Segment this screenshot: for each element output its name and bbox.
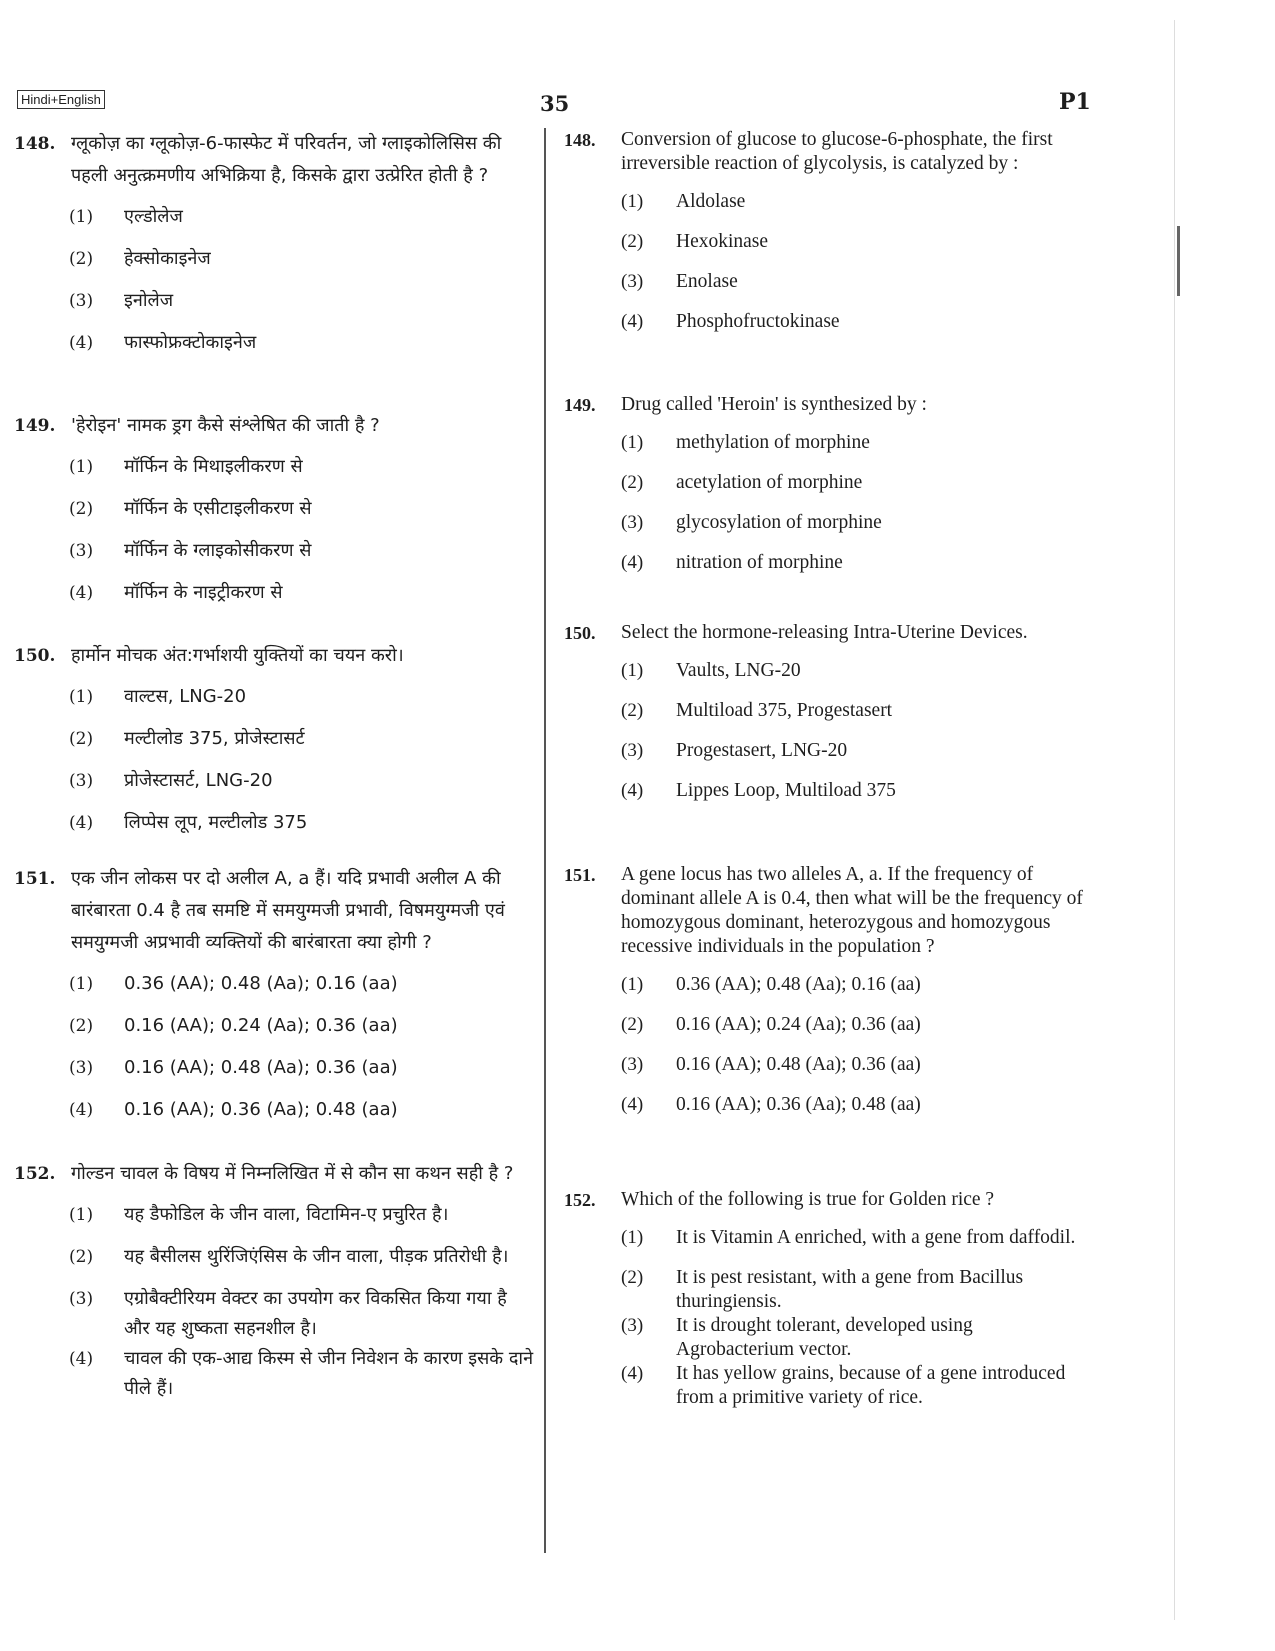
question-head: [14, 1158, 536, 1190]
option-list: [564, 1226, 1084, 1410]
option-label: (3): [621, 271, 644, 292]
option-item: [564, 511, 1084, 551]
option-label: (4): [621, 552, 644, 573]
option-text: It is drought tolerant, developed using Agrobacterium vector.: [676, 1315, 973, 1360]
option-label: (4): [621, 1094, 644, 1115]
option-item: [14, 578, 536, 620]
option-text: मल्टीलोड 375, प्रोजेस्टासर्ट: [124, 728, 305, 749]
option-item: [14, 1344, 536, 1404]
option-item: [564, 551, 1084, 591]
option-text: यह डैफोडिल के जीन वाला, विटामिन-ए प्रचुरित है।: [124, 1204, 449, 1225]
option-label: (3): [69, 291, 94, 311]
question-152: [14, 1158, 536, 1404]
question-stem: हार्मोन मोचक अंत:गर्भाशयी युक्तियों का चयन करो।: [71, 645, 404, 666]
option-label: (1): [69, 457, 94, 477]
column-divider: [544, 128, 546, 1553]
question-148: [564, 128, 1084, 350]
option-item: [14, 724, 536, 766]
option-text: Progestasert, LNG-20: [676, 740, 848, 761]
scan-mark: [1177, 226, 1180, 296]
page-number: 35: [540, 91, 570, 116]
option-label: (3): [621, 1054, 644, 1075]
question-head: [564, 621, 1084, 645]
option-text: हेक्सोकाइनेज: [124, 248, 211, 269]
option-label: (4): [621, 311, 644, 332]
option-label: (2): [69, 249, 94, 269]
option-item: [564, 699, 1084, 739]
option-list: [14, 452, 536, 620]
option-item: [564, 739, 1084, 779]
option-label: (1): [69, 687, 94, 707]
option-item: [14, 494, 536, 536]
question-number: 148.: [14, 134, 56, 154]
page-edge-line: [1174, 20, 1175, 1620]
option-text: 0.16 (AA); 0.24 (Aa); 0.36 (aa): [124, 1015, 398, 1036]
option-text: मॉर्फिन के नाइट्रीकरण से: [124, 582, 283, 603]
option-label: (3): [69, 1289, 94, 1309]
option-text: glycosylation of morphine: [676, 512, 882, 533]
option-text: nitration of morphine: [676, 552, 843, 573]
option-text: वाल्टस, LNG-20: [124, 686, 247, 707]
option-label: (1): [69, 1205, 94, 1225]
option-label: (4): [69, 813, 94, 833]
option-item: [14, 808, 536, 850]
option-item: [14, 452, 536, 494]
question-151: [14, 863, 536, 1137]
option-text: 0.16 (AA); 0.24 (Aa); 0.36 (aa): [676, 1014, 921, 1035]
option-label: (4): [621, 1363, 644, 1384]
question-stem: गोल्डन चावल के विषय में निम्नलिखित में से कौन सा कथन सही है ?: [71, 1163, 514, 1184]
option-item: [564, 310, 1084, 350]
option-label: (3): [69, 541, 94, 561]
option-label: (2): [69, 1247, 94, 1267]
question-head: [564, 863, 1084, 959]
question-149: [564, 393, 1084, 591]
option-list: [14, 1200, 536, 1404]
option-text: 0.16 (AA); 0.48 (Aa); 0.36 (aa): [676, 1054, 921, 1075]
option-text: चावल की एक-आद्य किस्म से जीन निवेशन के कारण इसके दाने पीले हैं।: [124, 1348, 534, 1399]
option-text: 0.16 (AA); 0.36 (Aa); 0.48 (aa): [124, 1099, 398, 1120]
option-text: Multiload 375, Progestasert: [676, 700, 893, 721]
option-item: [564, 471, 1084, 511]
option-item: [564, 973, 1084, 1013]
question-stem: A gene locus has two alleles A, a. If the frequency of dominant allele A is 0.4, then what will be the frequency of homozygous dominant, heterozygous and homozygous recessive individuals in the population ?: [621, 864, 1083, 957]
question-stem: 'हेरोइन' नामक ड्रग कैसे संश्लेषित की जाती है ?: [71, 415, 380, 436]
option-text: लिप्पेस लूप, मल्टीलोड 375: [124, 812, 308, 833]
question-head: [564, 128, 1084, 176]
option-item: [564, 1362, 1084, 1410]
option-text: 0.16 (AA); 0.36 (Aa); 0.48 (aa): [676, 1094, 921, 1115]
option-list: [14, 969, 536, 1137]
option-text: इनोलेज: [124, 290, 174, 311]
option-item: [14, 1011, 536, 1053]
option-label: (3): [621, 740, 644, 761]
option-text: मॉर्फिन के ग्लाइकोसीकरण से: [124, 540, 312, 561]
question-number: 149.: [14, 416, 56, 436]
option-text: methylation of morphine: [676, 432, 870, 453]
option-list: [564, 190, 1084, 350]
question-150: [564, 621, 1084, 819]
option-item: [14, 1284, 536, 1344]
option-item: [14, 536, 536, 578]
option-item: [564, 1226, 1084, 1266]
option-item: [14, 244, 536, 286]
question-151: [564, 863, 1084, 1133]
question-number: 150.: [564, 623, 596, 643]
option-list: [14, 202, 536, 370]
question-152: [564, 1188, 1084, 1410]
question-number: 149.: [564, 395, 596, 415]
option-text: 0.16 (AA); 0.48 (Aa); 0.36 (aa): [124, 1057, 398, 1078]
option-item: [564, 659, 1084, 699]
set-code: P1: [1059, 89, 1091, 115]
option-item: [14, 1242, 536, 1284]
question-number: 150.: [14, 646, 56, 666]
option-label: (1): [621, 432, 644, 453]
question-number: 151.: [14, 869, 56, 889]
option-list: [564, 659, 1084, 819]
option-text: फास्फोफ्रक्टोकाइनेज: [124, 332, 257, 353]
option-text: यह बैसीलस थुरिंजिएंसिस के जीन वाला, पीड़क प्रतिरोधी है।: [124, 1246, 509, 1267]
question-head: [14, 863, 536, 959]
option-label: (1): [621, 191, 644, 212]
option-text: It has yellow grains, because of a gene introduced from a primitive variety of rice.: [676, 1363, 1066, 1408]
option-item: [14, 328, 536, 370]
option-text: It is Vitamin A enriched, with a gene from daffodil.: [676, 1227, 1076, 1248]
option-label: (3): [69, 1058, 94, 1078]
question-number: 151.: [564, 865, 596, 885]
option-label: (1): [621, 974, 644, 995]
option-label: (2): [621, 231, 644, 252]
option-text: 0.36 (AA); 0.48 (Aa); 0.16 (aa): [124, 973, 398, 994]
option-list: [564, 431, 1084, 591]
option-list: [14, 682, 536, 850]
option-item: [564, 1314, 1084, 1362]
option-label: (3): [69, 771, 94, 791]
language-label: Hindi+English: [17, 90, 105, 109]
option-label: (1): [69, 974, 94, 994]
option-label: (2): [69, 499, 94, 519]
option-label: (4): [69, 333, 94, 353]
question-149: [14, 410, 536, 620]
option-text: एग्रोबैक्टीरियम वेक्टर का उपयोग कर विकसित किया गया है और यह शुष्कता सहनशील है।: [124, 1288, 507, 1339]
option-item: [14, 682, 536, 724]
question-head: [564, 1188, 1084, 1212]
option-text: Vaults, LNG-20: [676, 660, 801, 681]
option-item: [564, 1053, 1084, 1093]
option-label: (2): [69, 729, 94, 749]
option-item: [14, 1053, 536, 1095]
option-text: Lippes Loop, Multiload 375: [676, 780, 896, 801]
option-text: Enolase: [676, 271, 738, 292]
option-text: Hexokinase: [676, 231, 769, 252]
question-head: [14, 410, 536, 442]
question-stem: एक जीन लोकस पर दो अलील A, a हैं। यदि प्रभावी अलील A की बारंबारता 0.4 है तब समष्टि में समयुग्मजी प्रभावी, विषमयुग्मजी एवं समयुग्मजी अप्रभावी व्यक्तियों की बारंबारता क्या होगी ?: [71, 868, 505, 953]
option-item: [564, 1093, 1084, 1133]
option-label: (1): [621, 660, 644, 681]
question-number: 152.: [14, 1164, 56, 1184]
option-item: [564, 230, 1084, 270]
option-label: (2): [621, 700, 644, 721]
option-label: (2): [69, 1016, 94, 1036]
option-text: प्रोजेस्टासर्ट, LNG-20: [124, 770, 273, 791]
option-text: acetylation of morphine: [676, 472, 863, 493]
option-item: [14, 202, 536, 244]
option-label: (4): [69, 583, 94, 603]
option-list: [564, 973, 1084, 1133]
option-label: (1): [621, 1227, 644, 1248]
question-number: 148.: [564, 130, 596, 150]
question-number: 152.: [564, 1190, 596, 1210]
option-item: [564, 1266, 1084, 1314]
question-150: [14, 640, 536, 850]
question-head: [14, 640, 536, 672]
option-text: 0.36 (AA); 0.48 (Aa); 0.16 (aa): [676, 974, 921, 995]
option-label: (4): [69, 1349, 94, 1369]
option-item: [14, 969, 536, 1011]
question-stem: Conversion of glucose to glucose-6-phosphate, the first irreversible reaction of glycolysis, is catalyzed by :: [621, 129, 1053, 174]
question-head: [564, 393, 1084, 417]
option-item: [14, 1095, 536, 1137]
option-text: Phosphofructokinase: [676, 311, 840, 332]
question-stem: Drug called 'Heroin' is synthesized by :: [621, 394, 927, 415]
option-item: [564, 1013, 1084, 1053]
option-item: [14, 766, 536, 808]
option-label: (3): [621, 512, 644, 533]
question-head: [14, 128, 536, 192]
option-text: मॉर्फिन के एसीटाइलीकरण से: [124, 498, 312, 519]
option-label: (4): [69, 1100, 94, 1120]
option-item: [14, 286, 536, 328]
option-label: (3): [621, 1315, 644, 1336]
option-item: [564, 431, 1084, 471]
option-label: (2): [621, 1014, 644, 1035]
option-text: एल्डोलेज: [124, 206, 183, 227]
option-text: मॉर्फिन के मिथाइलीकरण से: [124, 456, 303, 477]
question-stem: Select the hormone-releasing Intra-Uterine Devices.: [621, 622, 1028, 643]
option-item: [564, 190, 1084, 230]
question-stem: ग्लूकोज़ का ग्लूकोज़-6-फास्फेट में परिवर्तन, जो ग्लाइकोलिसिस की पहली अनुत्क्रमणीय अभिक्रिया है, किसके द्वारा उत्प्रेरित होती है ?: [71, 133, 502, 186]
option-label: (2): [621, 1267, 644, 1288]
option-text: It is pest resistant, with a gene from Bacillus thuringiensis.: [676, 1267, 1024, 1312]
page-header: [0, 88, 1275, 122]
option-label: (4): [621, 780, 644, 801]
question-stem: Which of the following is true for Golden rice ?: [621, 1189, 995, 1210]
question-148: [14, 128, 536, 370]
option-text: Aldolase: [676, 191, 746, 212]
option-item: [14, 1200, 536, 1242]
option-item: [564, 779, 1084, 819]
option-label: (2): [621, 472, 644, 493]
option-item: [564, 270, 1084, 310]
option-label: (1): [69, 207, 94, 227]
